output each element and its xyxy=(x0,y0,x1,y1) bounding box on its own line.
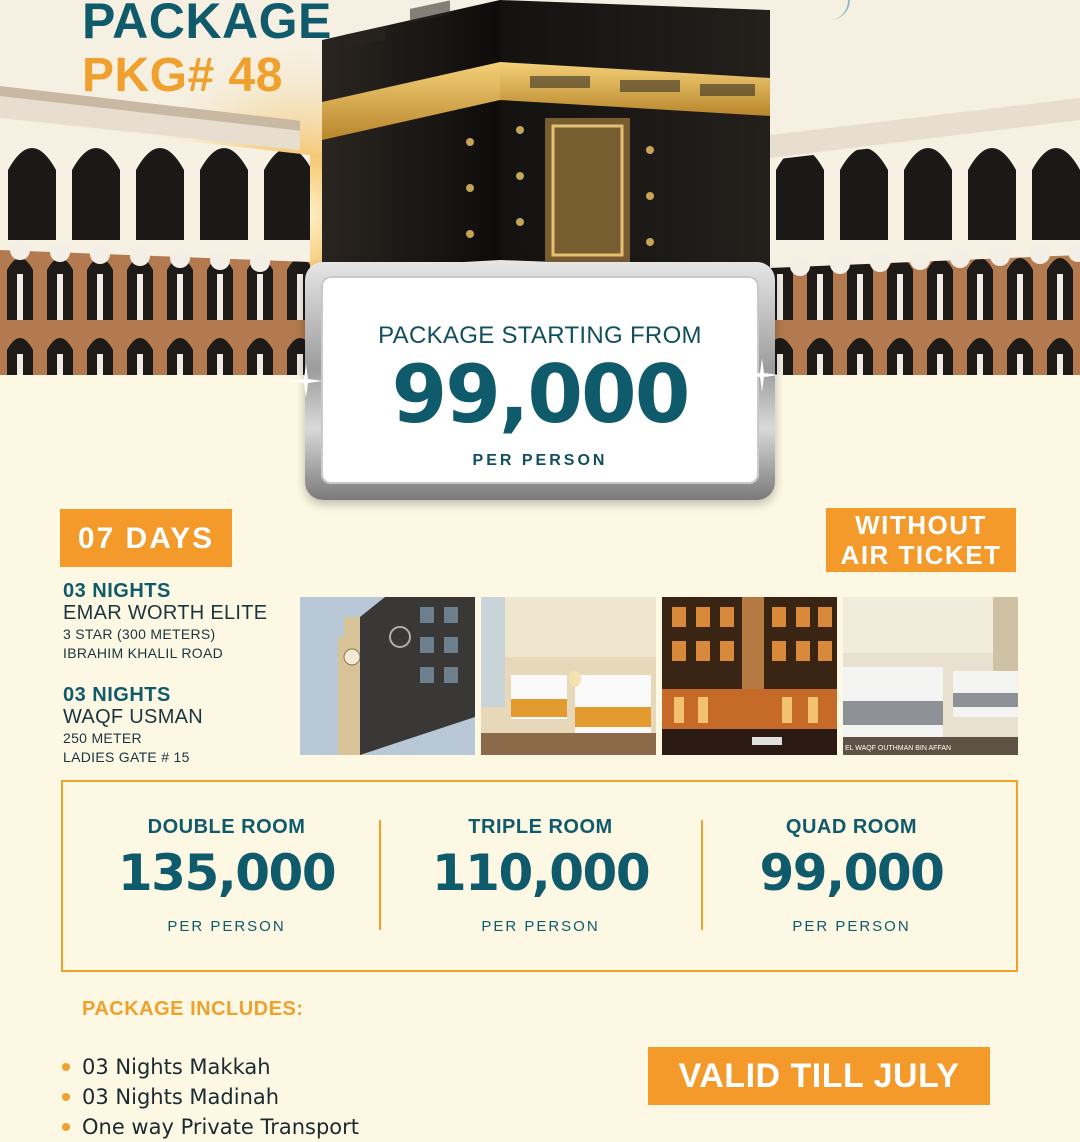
list-item xyxy=(62,1082,359,1112)
hotel-name: WAQF USMAN xyxy=(63,706,204,728)
bullet-icon xyxy=(62,1123,70,1131)
bullet-icon xyxy=(62,1063,70,1071)
room-unit: PER PERSON xyxy=(167,918,286,935)
room-price: 99,000 xyxy=(759,844,944,902)
room-price: 135,000 xyxy=(117,844,336,902)
starting-price-value: 99,000 xyxy=(391,348,689,441)
sparkle-icon xyxy=(289,364,323,398)
room-triple xyxy=(385,782,696,970)
room-double xyxy=(71,782,382,970)
divider xyxy=(379,820,381,930)
hotel-facade-night-photo xyxy=(662,597,837,755)
package-title: PACKAGE xyxy=(82,0,332,49)
room-unit: PER PERSON xyxy=(481,918,600,935)
hotel-room-triple-beds-photo xyxy=(843,597,1018,755)
hotel-detail: 250 METER xyxy=(63,730,142,746)
package-code: PKG# 48 xyxy=(82,49,283,102)
starting-price-label: PACKAGE STARTING FROM xyxy=(378,322,702,349)
list-item-text: One way Private Transport xyxy=(82,1115,360,1139)
hotel-makkah xyxy=(63,580,267,663)
hotel-detail: 3 STAR (300 METERS) xyxy=(63,626,216,642)
list-item xyxy=(62,1112,359,1142)
hotel-name: EMAR WORTH ELITE xyxy=(63,602,268,624)
bullet-icon xyxy=(62,1093,70,1101)
hotel-madinah xyxy=(63,684,203,767)
room-label: QUAD ROOM xyxy=(785,816,918,838)
validity-badge: VALID TILL JULY xyxy=(648,1047,990,1105)
list-item-text: 03 Nights Makkah xyxy=(82,1055,271,1079)
starting-price-panel xyxy=(321,276,759,484)
hotel-room-twin-beds-photo xyxy=(481,597,656,755)
sparkle-icon xyxy=(745,358,779,392)
includes-title: PACKAGE INCLUDES: xyxy=(82,998,304,1020)
room-label: TRIPLE ROOM xyxy=(468,816,613,838)
air-ticket-line2: AIR TICKET xyxy=(840,540,1002,570)
list-item-text: 03 Nights Madinah xyxy=(82,1085,280,1109)
hotel-exterior-clock-tower-photo xyxy=(300,597,475,755)
photo-caption: EL WAQF OUTHMAN BIN AFFAN xyxy=(845,745,952,752)
room-price: 110,000 xyxy=(431,844,650,902)
duration-badge: 07 DAYS xyxy=(60,509,232,567)
air-ticket-badge xyxy=(826,508,1016,572)
room-label: DOUBLE ROOM xyxy=(147,816,306,838)
starting-price-card xyxy=(305,262,775,500)
hotel-nights: 03 NIGHTS xyxy=(63,684,171,706)
includes-list xyxy=(62,1052,359,1142)
starting-price-unit: PER PERSON xyxy=(472,452,608,469)
room-prices-box xyxy=(61,780,1018,972)
room-quad xyxy=(696,782,1007,970)
hotel-nights: 03 NIGHTS xyxy=(63,580,171,602)
hotel-address: IBRAHIM KHALIL ROAD xyxy=(63,645,223,661)
room-unit: PER PERSON xyxy=(792,918,911,935)
list-item xyxy=(62,1052,359,1082)
air-ticket-line1: WITHOUT xyxy=(855,510,987,540)
hotel-address: LADIES GATE # 15 xyxy=(63,749,190,765)
